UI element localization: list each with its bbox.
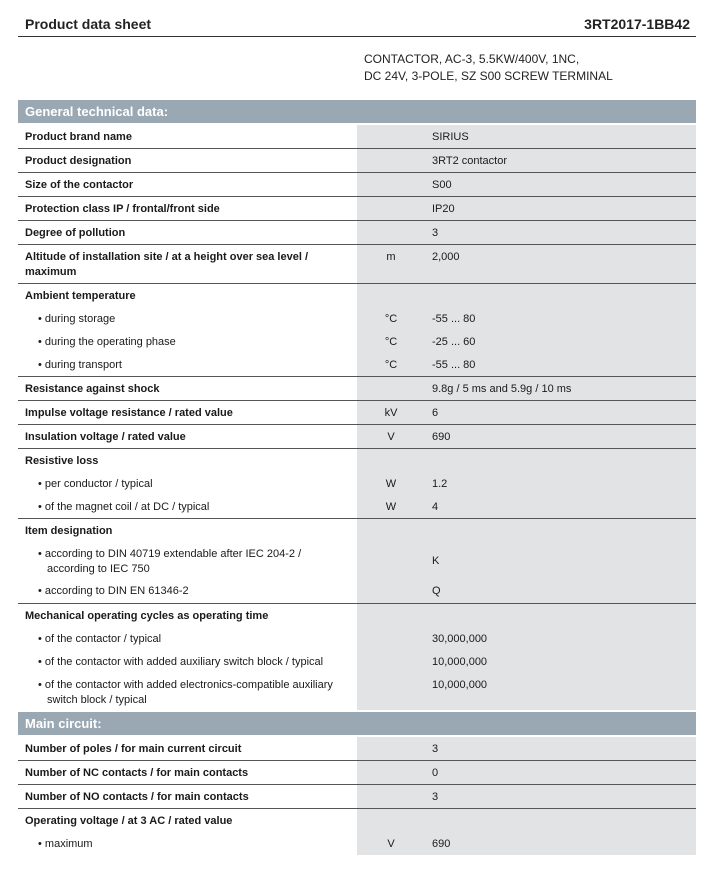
row-value: 3RT2 contactor <box>425 149 696 172</box>
row-label: • maximum <box>18 832 357 855</box>
description-line-2: DC 24V, 3-POLE, SZ S00 SCREW TERMINAL <box>364 69 613 83</box>
row-value: 3 <box>425 785 696 808</box>
row-label: • during transport <box>18 353 357 376</box>
row-value: 3 <box>425 737 696 760</box>
table-row <box>18 353 696 377</box>
row-unit <box>357 197 425 220</box>
row-label: • during the operating phase <box>18 330 357 353</box>
row-unit: °C <box>357 353 425 376</box>
table-row <box>18 245 696 284</box>
row-value: 30,000,000 <box>425 627 696 650</box>
row-label: Item designation <box>18 519 357 542</box>
table-row <box>18 472 696 495</box>
table-row <box>18 519 696 542</box>
row-unit <box>357 604 425 627</box>
table-row <box>18 604 696 627</box>
row-value: 9.8g / 5 ms and 5.9g / 10 ms <box>425 377 696 400</box>
row-unit <box>357 579 425 603</box>
row-value: -55 ... 80 <box>425 307 696 330</box>
row-label: Product brand name <box>18 125 357 148</box>
row-label: Resistance against shock <box>18 377 357 400</box>
table-row <box>18 330 696 353</box>
row-unit <box>357 221 425 244</box>
row-unit <box>357 785 425 808</box>
row-label: Impulse voltage resistance / rated value <box>18 401 357 424</box>
row-label: • according to DIN EN 61346-2 <box>18 579 357 603</box>
page-header <box>18 14 696 37</box>
row-label: Product designation <box>18 149 357 172</box>
table-row <box>18 809 696 832</box>
row-unit <box>357 125 425 148</box>
row-label: Size of the contactor <box>18 173 357 196</box>
table-row <box>18 832 696 855</box>
row-value: 10,000,000 <box>425 650 696 673</box>
row-value: -55 ... 80 <box>425 353 696 376</box>
table-row <box>18 673 696 710</box>
row-label: Resistive loss <box>18 449 357 472</box>
row-unit <box>357 737 425 760</box>
table-row <box>18 785 696 809</box>
row-value <box>425 284 696 307</box>
table-row <box>18 449 696 472</box>
table-row <box>18 221 696 245</box>
row-value: 6 <box>425 401 696 424</box>
row-value <box>425 809 696 832</box>
row-label: • per conductor / typical <box>18 472 357 495</box>
row-value: 4 <box>425 495 696 518</box>
row-label: Number of NO contacts / for main contacts <box>18 785 357 808</box>
row-unit <box>357 809 425 832</box>
row-label: Number of poles / for main current circuit <box>18 737 357 760</box>
table-row <box>18 650 696 673</box>
row-unit <box>357 761 425 784</box>
description-line-1: CONTACTOR, AC-3, 5.5KW/400V, 1NC, <box>364 52 580 66</box>
row-value: Q <box>425 579 696 603</box>
row-label: Altitude of installation site / at a height over sea level / maximum <box>18 245 357 283</box>
row-unit <box>357 449 425 472</box>
table-row <box>18 761 696 785</box>
table-row <box>18 197 696 221</box>
row-value: SIRIUS <box>425 125 696 148</box>
table-row <box>18 401 696 425</box>
row-unit: W <box>357 472 425 495</box>
row-unit: m <box>357 245 425 283</box>
section-header: Main circuit: <box>18 712 696 735</box>
row-unit: W <box>357 495 425 518</box>
row-label: Protection class IP / frontal/front side <box>18 197 357 220</box>
table-row <box>18 284 696 307</box>
row-label: • of the contactor with added electronics-compatible auxiliary switch block / typical <box>18 673 357 710</box>
table-row <box>18 579 696 604</box>
row-unit: kV <box>357 401 425 424</box>
table-row <box>18 425 696 449</box>
table-row <box>18 307 696 330</box>
document-title: Product data sheet <box>25 16 152 32</box>
table-row <box>18 125 696 149</box>
row-unit <box>357 673 425 710</box>
row-unit: °C <box>357 330 425 353</box>
row-label: • of the magnet coil / at DC / typical <box>18 495 357 518</box>
row-value: IP20 <box>425 197 696 220</box>
row-unit <box>357 377 425 400</box>
row-unit: °C <box>357 307 425 330</box>
row-value <box>425 449 696 472</box>
table-row <box>18 542 696 579</box>
row-value: 3 <box>425 221 696 244</box>
table-row <box>18 149 696 173</box>
row-value: K <box>425 542 696 579</box>
row-value: 0 <box>425 761 696 784</box>
row-unit <box>357 149 425 172</box>
table-row <box>18 737 696 761</box>
product-description <box>364 51 613 85</box>
row-label: • of the contactor with added auxiliary switch block / typical <box>18 650 357 673</box>
product-code: 3RT2017-1BB42 <box>584 16 690 32</box>
section-header: General technical data: <box>18 100 696 123</box>
main-circuit-table <box>18 712 696 855</box>
row-unit <box>357 173 425 196</box>
table-row <box>18 627 696 650</box>
row-label: Degree of pollution <box>18 221 357 244</box>
row-value: -25 ... 60 <box>425 330 696 353</box>
table-row <box>18 377 696 401</box>
row-unit <box>357 284 425 307</box>
row-value: 2,000 <box>425 245 696 283</box>
general-technical-data-table <box>18 100 696 710</box>
row-label: Mechanical operating cycles as operating time <box>18 604 357 627</box>
row-label: • during storage <box>18 307 357 330</box>
row-value: S00 <box>425 173 696 196</box>
row-label: • of the contactor / typical <box>18 627 357 650</box>
row-value <box>425 604 696 627</box>
row-unit: V <box>357 832 425 855</box>
row-value <box>425 519 696 542</box>
row-unit <box>357 627 425 650</box>
row-value: 690 <box>425 832 696 855</box>
row-label: Operating voltage / at 3 AC / rated value <box>18 809 357 832</box>
row-label: Ambient temperature <box>18 284 357 307</box>
row-label: Number of NC contacts / for main contacts <box>18 761 357 784</box>
table-row <box>18 495 696 519</box>
row-label: Insulation voltage / rated value <box>18 425 357 448</box>
row-unit <box>357 650 425 673</box>
table-row <box>18 173 696 197</box>
row-unit <box>357 519 425 542</box>
row-value: 690 <box>425 425 696 448</box>
row-value: 10,000,000 <box>425 673 696 710</box>
row-unit: V <box>357 425 425 448</box>
row-label: • according to DIN 40719 extendable after IEC 204-2 / according to IEC 750 <box>18 542 357 579</box>
row-value: 1.2 <box>425 472 696 495</box>
row-unit <box>357 542 425 579</box>
